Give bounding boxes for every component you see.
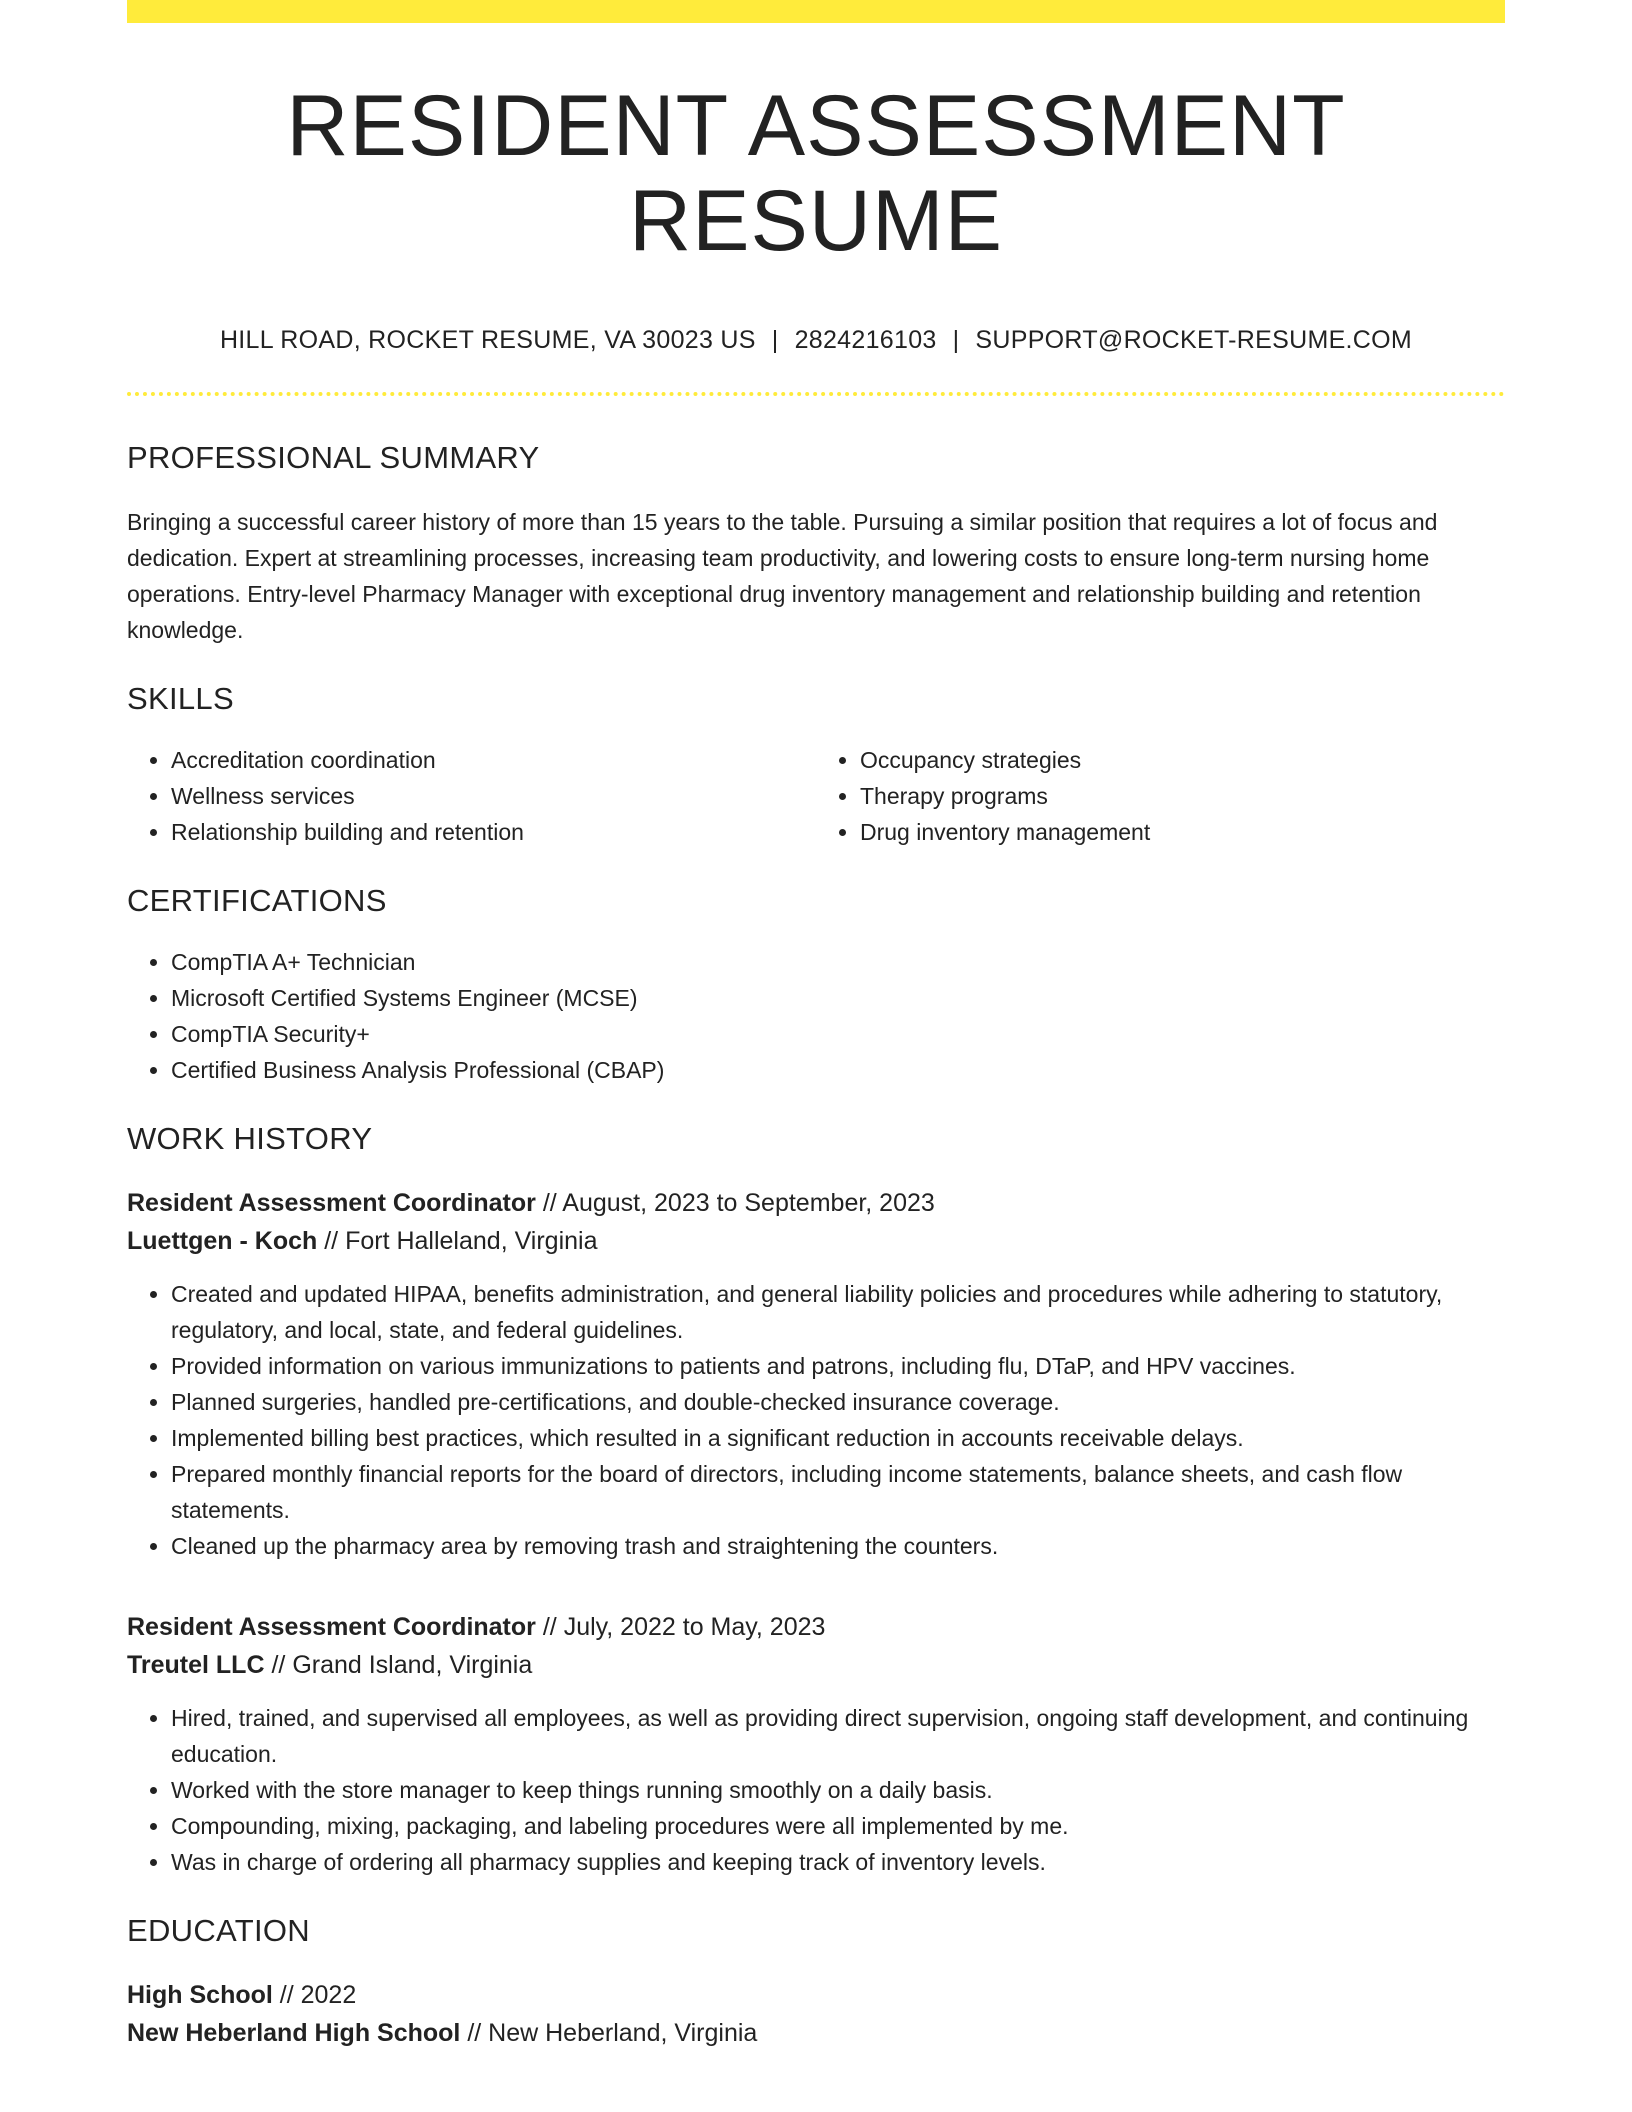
job-dates: July, 2022 to May, 2023 [563,1613,826,1642]
certifications-heading: CERTIFICATIONS [127,883,387,919]
skill-item: • Drug inventory management [860,814,1505,850]
summary-heading: PROFESSIONAL SUMMARY [127,440,540,476]
job-entry [127,1184,1505,1564]
job-location: Grand Island, Virginia [292,1651,533,1680]
resume-title: RESIDENT ASSESSMENT RESUME [286,78,1346,269]
job-company-line [127,1222,1505,1260]
certifications-list [127,944,1505,1088]
job-role-line [127,1184,1505,1222]
job-company: Luettgen - Koch [127,1227,318,1256]
contact-line [127,326,1505,355]
job-bullet: • Hired, trained, and supervised all employees, as well as providing direct supervision, ongoing staff development, and continuing education. [171,1700,1505,1772]
job-role: Resident Assessment Coordinator [127,1189,536,1218]
job-separator: // [317,1227,346,1256]
job-company: Treutel LLC [127,1651,265,1680]
certification-item: • CompTIA A+ Technician [171,944,1505,980]
skill-item: • Therapy programs [860,778,1505,814]
education-heading: EDUCATION [127,1913,310,1949]
contact-email: SUPPORT@ROCKET-RESUME.COM [975,326,1413,355]
job-bullet: • Prepared monthly financial reports for the board of directors, including income statements, balance sheets, and cash flow statements. [171,1456,1505,1528]
job-bullet: • Planned surgeries, handled pre-certifications, and double-checked insurance coverage. [171,1384,1505,1420]
education-separator: // [460,2019,489,2048]
header-divider [127,392,1505,396]
job-entry [127,1608,1505,1880]
contact-phone: 2824216103 [794,326,937,355]
skill-item: • Wellness services [171,778,816,814]
job-bullet: • Implemented billing best practices, which resulted in a significant reduction in accounts receivable delays. [171,1420,1505,1456]
job-company-line [127,1646,1505,1684]
job-dates: August, 2023 to September, 2023 [562,1189,935,1218]
job-bullets [127,1276,1505,1564]
job-separator: // [535,1613,564,1642]
contact-separator: | [771,326,779,355]
education-separator: // [272,1981,301,2010]
top-accent-bar [127,0,1505,23]
job-separator: // [264,1651,293,1680]
skills-list-right [816,742,1505,850]
job-bullet: • Was in charge of ordering all pharmacy supplies and keeping track of inventory levels. [171,1844,1505,1880]
job-bullet: • Compounding, mixing, packaging, and labeling procedures were all implemented by me. [171,1808,1505,1844]
job-bullet: • Created and updated HIPAA, benefits administration, and general liability policies and procedures while adhering to statutory, regulatory, and local, state, and federal guidelines. [171,1276,1505,1348]
skill-item: • Accreditation coordination [171,742,816,778]
job-role-line [127,1608,1505,1646]
skill-item: • Relationship building and retention [171,814,816,850]
job-bullet: • Cleaned up the pharmacy area by removing trash and straightening the counters. [171,1528,1505,1564]
education-degree: High School [127,1981,273,2010]
certification-item: • Certified Business Analysis Professional (CBAP) [171,1052,1505,1088]
certification-item: • CompTIA Security+ [171,1016,1505,1052]
certification-item: • Microsoft Certified Systems Engineer (MCSE) [171,980,1505,1016]
contact-address: HILL ROAD, ROCKET RESUME, VA 30023 US [219,326,756,355]
skills-grid [127,742,1505,850]
job-bullets [127,1700,1505,1880]
education-school-line [127,2014,1505,2052]
job-location: Fort Halleland, Virginia [345,1227,598,1256]
job-bullet: • Provided information on various immunizations to patients and patrons, including flu, DTaP, and HPV vaccines. [171,1348,1505,1384]
job-role: Resident Assessment Coordinator [127,1613,536,1642]
job-bullet: • Worked with the store manager to keep things running smoothly on a daily basis. [171,1772,1505,1808]
education-location: New Heberland, Virginia [488,2019,758,2048]
education-degree-line [127,1976,1505,2014]
education-year: 2022 [300,1981,357,2010]
education-entry [127,1976,1505,2052]
contact-separator: | [952,326,960,355]
skill-item: • Occupancy strategies [860,742,1505,778]
skills-heading: SKILLS [127,681,234,717]
work-history-heading: WORK HISTORY [127,1121,373,1157]
skills-list-left [127,742,816,850]
education-school: New Heberland High School [127,2019,461,2048]
summary-text: Bringing a successful career history of more than 15 years to the table. Pursuing a similar position that requires a lot of focus and dedication. Expert at streamlining processes, increasing team productivity, and lowering costs to ensure long-term nursing home operations. Entry-level Pharmacy Manager with exceptional drug inventory management and relationship building and retention knowledge. [127,509,1438,644]
job-separator: // [535,1189,563,1218]
